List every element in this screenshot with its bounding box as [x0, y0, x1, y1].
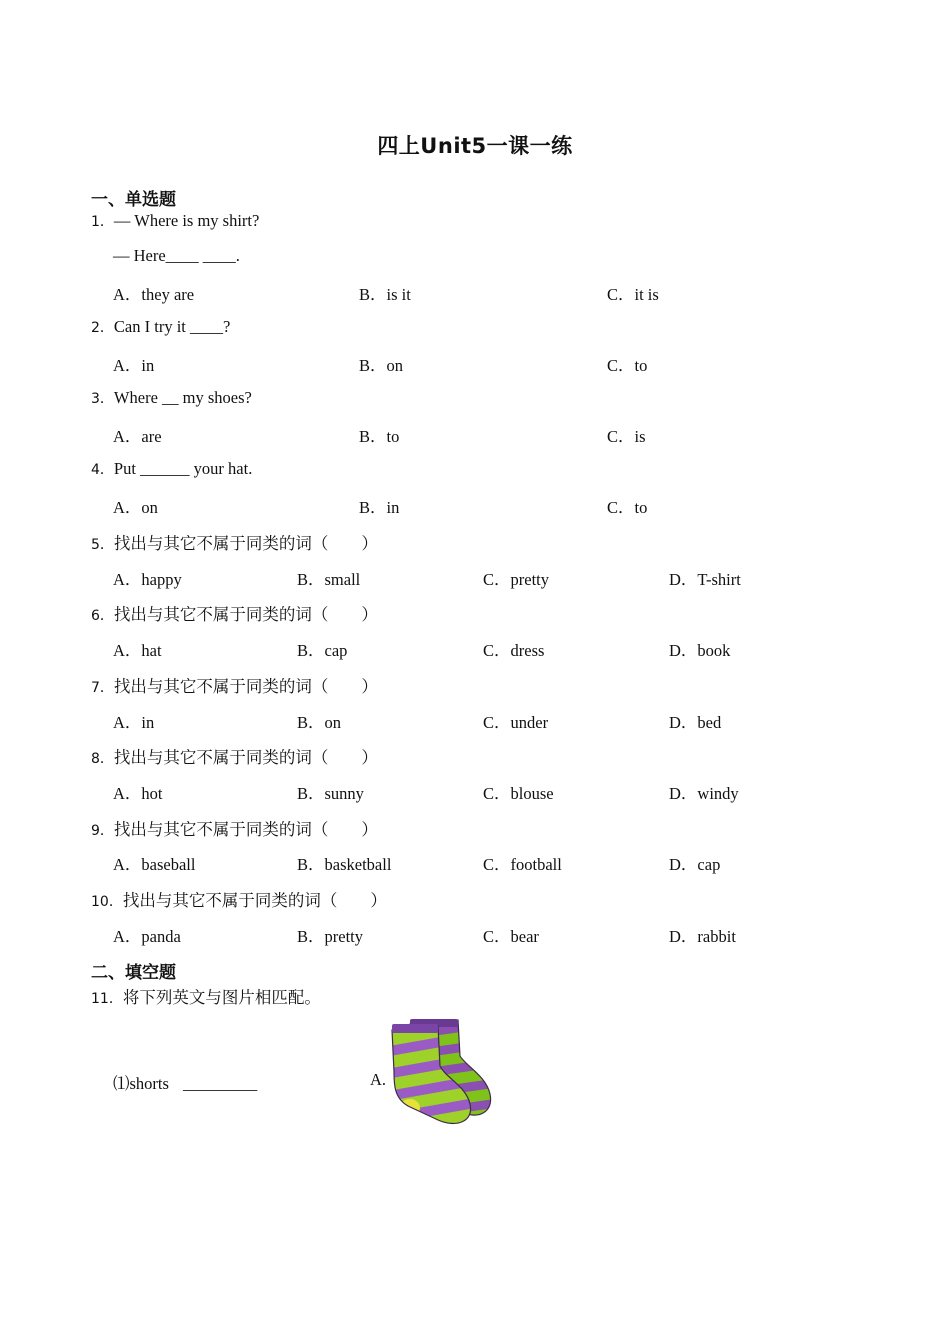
question-text: Can I try it ____? [113, 317, 231, 336]
option-a[interactable]: A．hot [113, 784, 163, 803]
option-c[interactable]: C．dress [483, 641, 545, 660]
question-5 [91, 530, 378, 554]
question-text: 找出与其它不属于同类的词（ ） [122, 891, 387, 910]
option-d[interactable]: D．windy [669, 784, 739, 803]
question-text: 找出与其它不属于同类的词（ ） [113, 748, 378, 767]
question-text: Put ______ your hat. [113, 459, 253, 478]
question-1-sub: — Here____ ____. [113, 246, 240, 265]
question-number: 8． [91, 751, 114, 767]
option-b[interactable]: B．small [297, 570, 361, 589]
question-text: Where __ my shoes? [113, 388, 252, 407]
question-4 [91, 459, 252, 479]
option-b[interactable]: B．on [297, 713, 342, 732]
question-text: — Where is my shirt? [113, 211, 260, 230]
option-c[interactable]: C．pretty [483, 570, 549, 589]
question-text: 找出与其它不属于同类的词（ ） [113, 677, 378, 696]
question-10 [91, 887, 387, 911]
question-text: 找出与其它不属于同类的词（ ） [113, 820, 378, 839]
option-c[interactable]: C．is [607, 427, 646, 446]
question-6 [91, 601, 378, 625]
socks-icon [388, 1016, 496, 1128]
question-text: 将下列英文与图片相匹配。 [122, 988, 321, 1007]
option-c[interactable]: C．to [607, 356, 648, 375]
question-number: 6． [91, 608, 114, 624]
option-d[interactable]: D．T-shirt [669, 570, 741, 589]
question-number: 1． [91, 214, 114, 230]
question-1 [91, 211, 259, 231]
question-number: 3． [91, 391, 114, 407]
question-number: 5． [91, 537, 114, 553]
question-11 [91, 984, 321, 1008]
question-9 [91, 816, 378, 840]
page-title: 四上Unit5一课一练 [377, 134, 573, 158]
question-number: 9． [91, 823, 114, 839]
option-a[interactable]: A．happy [113, 570, 182, 589]
match-choice-a-label: A. [370, 1070, 387, 1089]
option-c[interactable]: C．it is [607, 285, 659, 304]
option-d[interactable]: D．bed [669, 713, 722, 732]
option-a[interactable]: A．hat [113, 641, 162, 660]
option-d[interactable]: D．cap [669, 855, 721, 874]
question-number: 2． [91, 320, 114, 336]
option-a[interactable]: A．on [113, 498, 158, 517]
question-3 [91, 388, 252, 408]
option-a[interactable]: A．are [113, 427, 162, 446]
question-8 [91, 744, 378, 768]
option-b[interactable]: B．on [359, 356, 404, 375]
question-number: 7． [91, 680, 114, 696]
option-c[interactable]: C．to [607, 498, 648, 517]
question-number: 10． [91, 894, 123, 910]
option-d[interactable]: D．book [669, 641, 731, 660]
section-heading-fill-blank: 二、填空题 [91, 963, 176, 983]
option-a[interactable]: A．baseball [113, 855, 196, 874]
option-b[interactable]: B．basketball [297, 855, 392, 874]
question-number: 11． [91, 991, 123, 1007]
option-a[interactable]: A．in [113, 356, 155, 375]
question-number: 4． [91, 462, 114, 478]
match-item-label: ⑴shorts [113, 1074, 169, 1093]
match-item-shorts [113, 1070, 257, 1094]
option-a[interactable]: A．panda [113, 927, 181, 946]
option-b[interactable]: B．is it [359, 285, 411, 304]
option-c[interactable]: C．bear [483, 927, 539, 946]
option-b[interactable]: B．pretty [297, 927, 363, 946]
option-b[interactable]: B．cap [297, 641, 348, 660]
option-d[interactable]: D．rabbit [669, 927, 736, 946]
option-c[interactable]: C．football [483, 855, 562, 874]
option-c[interactable]: C．blouse [483, 784, 554, 803]
option-b[interactable]: B．in [359, 498, 400, 517]
question-text: 找出与其它不属于同类的词（ ） [113, 605, 378, 624]
option-b[interactable]: B．sunny [297, 784, 364, 803]
option-b[interactable]: B．to [359, 427, 400, 446]
section-heading-single-choice: 一、单选题 [91, 190, 176, 210]
option-c[interactable]: C．under [483, 713, 549, 732]
answer-blank[interactable]: _________ [183, 1074, 258, 1093]
option-a[interactable]: A．in [113, 713, 155, 732]
question-text: 找出与其它不属于同类的词（ ） [113, 534, 378, 553]
option-a[interactable]: A．they are [113, 285, 195, 304]
question-7 [91, 673, 378, 697]
question-2 [91, 317, 230, 337]
